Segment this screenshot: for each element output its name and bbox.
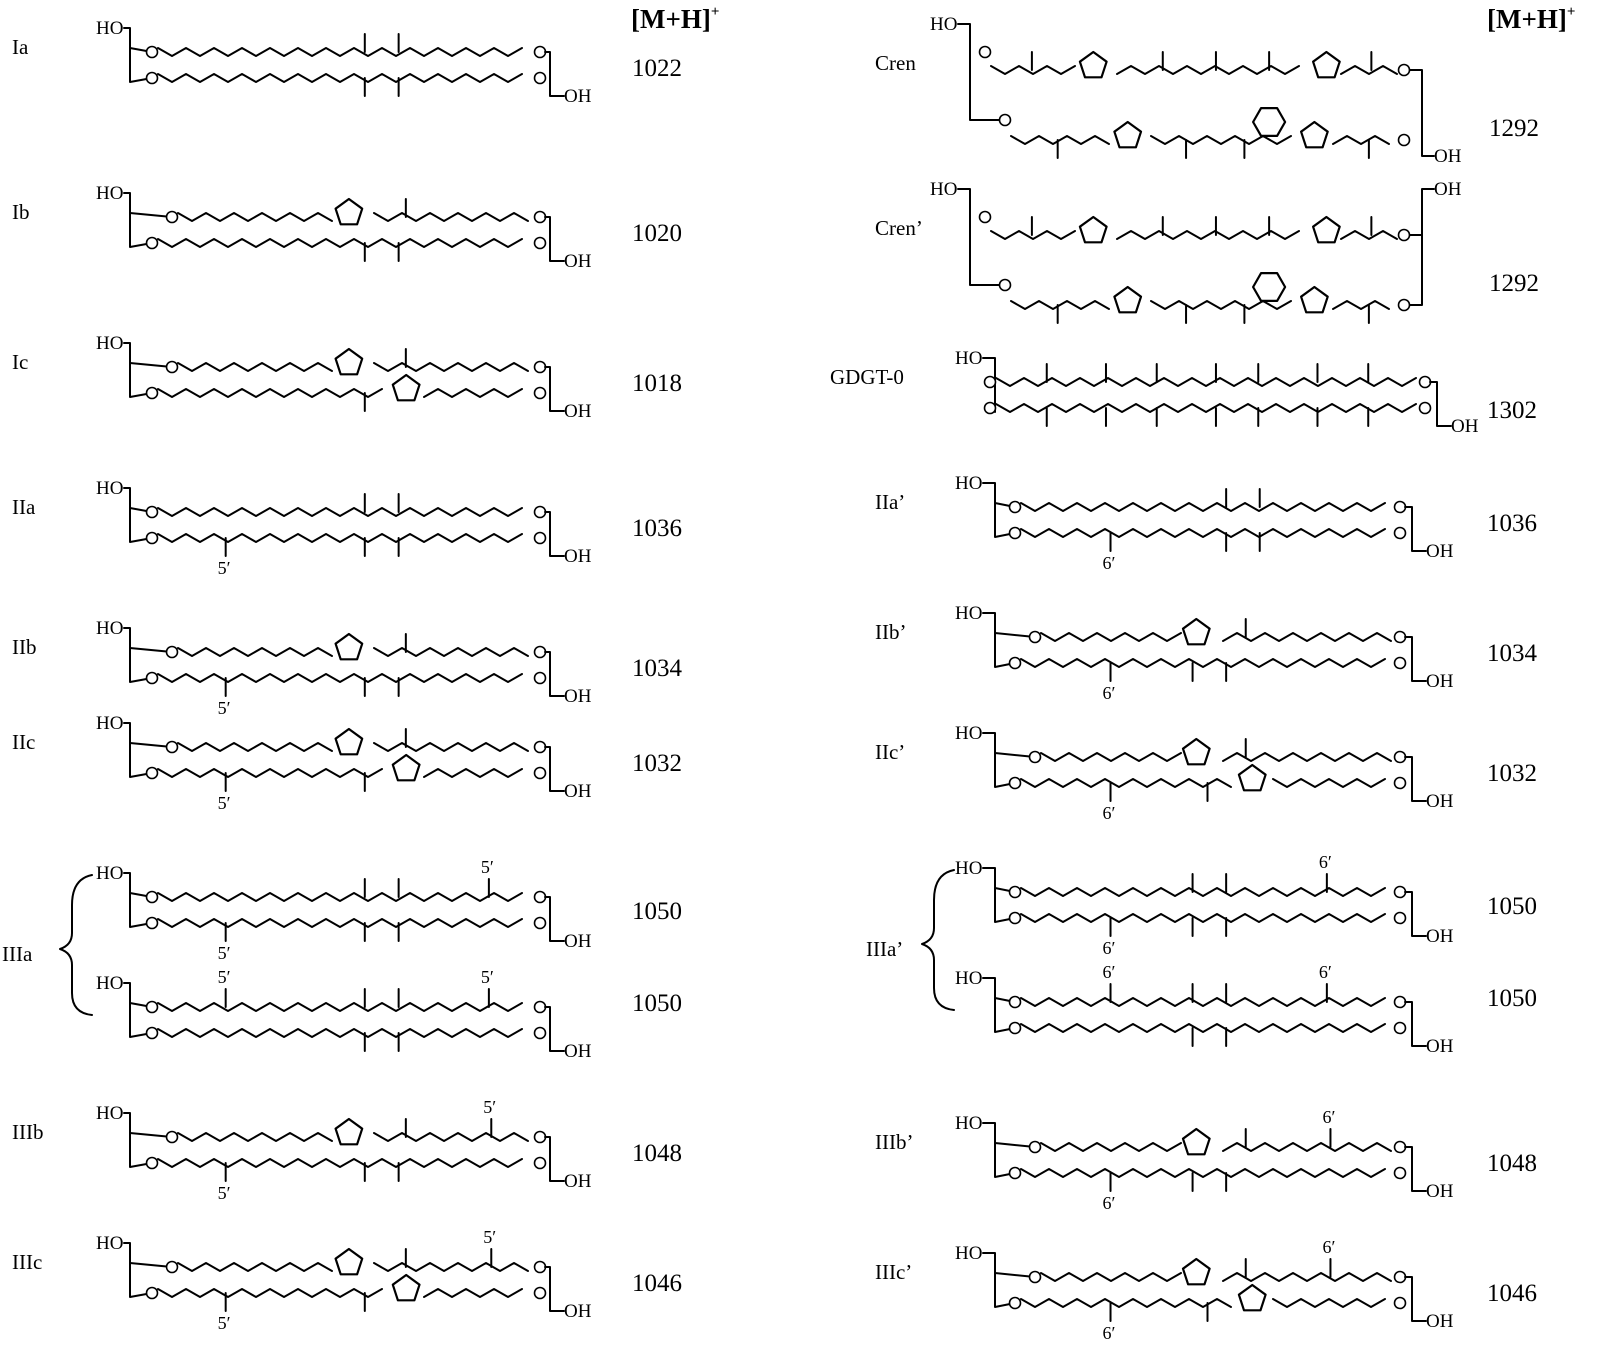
- compound-label: Cren: [875, 51, 916, 75]
- cyclopentane-ring: [336, 1119, 363, 1144]
- ether-oxygen: [1010, 1168, 1021, 1179]
- ether-oxygen: [147, 533, 158, 544]
- ether-oxygen: [535, 1288, 546, 1299]
- mz-value: 1036: [1487, 510, 1537, 537]
- gdgt-structure: [12, 478, 682, 578]
- branch-position-label: 6′: [1102, 1193, 1116, 1213]
- ether-oxygen: [167, 742, 178, 753]
- cyclopentane-ring: [336, 349, 363, 374]
- compound-label: IIIc’: [875, 1260, 913, 1284]
- cyclopentane-ring: [336, 729, 363, 754]
- ether-oxygen: [1395, 1023, 1406, 1034]
- ether-oxygen: [1010, 528, 1021, 539]
- branch-position-label: 6′: [1102, 553, 1116, 573]
- ether-oxygen: [1395, 502, 1406, 513]
- alkyl-chain: [158, 1289, 522, 1297]
- glycerol-backbone-left: [958, 189, 1005, 285]
- alkyl-chain: [158, 508, 522, 516]
- glycerol-backbone-right: [1405, 892, 1426, 936]
- branch-position-label: 6′: [1102, 683, 1116, 703]
- alkyl-chain: [158, 239, 522, 247]
- compound-label: IIIb: [12, 1120, 44, 1144]
- mass-header-right: [M+H]+: [1487, 4, 1576, 34]
- ether-oxygen: [147, 918, 158, 929]
- ether-oxygen: [1010, 1023, 1021, 1034]
- hydroxyl-label: OH: [1426, 1036, 1454, 1057]
- compound-label: Ia: [12, 35, 29, 59]
- gdgt-structure: [866, 852, 1537, 1057]
- branch-position-label: 5′: [480, 857, 494, 877]
- alkyl-chain: [996, 378, 1416, 386]
- ether-oxygen: [535, 1262, 546, 1273]
- ether-oxygen: [535, 768, 546, 779]
- compound-label: IIa’: [875, 490, 906, 514]
- branch-position-label: 5′: [217, 943, 231, 963]
- alkyl-chain: [996, 404, 1416, 412]
- alkyl-chain: [1021, 529, 1385, 537]
- ether-oxygen: [147, 507, 158, 518]
- ether-oxygen: [167, 212, 178, 223]
- glycerol-backbone-right: [545, 1137, 564, 1181]
- gdgt-structure: [12, 18, 682, 107]
- hydroxyl-label: HO: [96, 713, 124, 734]
- mz-value: 1046: [632, 1270, 682, 1297]
- cyclopentane-ring: [1183, 619, 1210, 644]
- alkyl-chain: [158, 48, 522, 56]
- glycerol-backbone-left: [983, 613, 1015, 667]
- mz-value: 1034: [632, 655, 682, 682]
- compound-label: IIc: [12, 730, 36, 754]
- alkyl-chain: [1041, 1143, 1391, 1151]
- glycerol-backbone-left: [983, 1123, 1015, 1177]
- ether-oxygen: [1000, 115, 1011, 126]
- mz-value: 1050: [1487, 985, 1537, 1012]
- alkyl-chain: [158, 74, 522, 82]
- mz-value: 1292: [1489, 270, 1539, 297]
- gdgt-structure: [830, 348, 1537, 437]
- ether-oxygen: [1010, 1298, 1021, 1309]
- alkyl-chain: [158, 534, 522, 542]
- gdgt-structure: [875, 1237, 1537, 1343]
- gdgt-structure: [12, 183, 682, 272]
- structure-list: [2, 14, 1539, 1343]
- mz-value: 1046: [1487, 1280, 1537, 1307]
- alkyl-chain: [158, 1003, 522, 1011]
- cyclopentane-ring: [1183, 1259, 1210, 1284]
- hydroxyl-label: OH: [1426, 541, 1454, 562]
- hydroxyl-label: OH: [1451, 416, 1479, 437]
- cyclopentane-ring: [1313, 52, 1340, 77]
- compound-label: Cren’: [875, 216, 923, 240]
- ether-oxygen: [1395, 778, 1406, 789]
- glycerol-bond: [130, 1133, 172, 1137]
- mz-value: 1032: [1487, 760, 1537, 787]
- glycerol-backbone-right: [1405, 507, 1426, 551]
- ether-oxygen: [535, 1158, 546, 1169]
- ether-oxygen: [1395, 1142, 1406, 1153]
- compound-label: IIc’: [875, 740, 906, 764]
- alkyl-chain: [158, 893, 522, 901]
- alkyl-chain: [158, 1159, 522, 1167]
- mz-value: 1302: [1487, 397, 1537, 424]
- compound-label: GDGT-0: [830, 365, 904, 389]
- mz-value: 1036: [632, 515, 682, 542]
- mz-value: 1050: [632, 898, 682, 925]
- compound-label: IIb: [12, 635, 37, 659]
- compound-label: IIIa’: [866, 937, 904, 961]
- hydroxyl-label: HO: [955, 723, 983, 744]
- hydroxyl-label: OH: [1426, 1311, 1454, 1332]
- ether-oxygen: [535, 533, 546, 544]
- ether-oxygen: [1395, 752, 1406, 763]
- hydroxyl-label: OH: [564, 781, 592, 802]
- ether-oxygen: [147, 1288, 158, 1299]
- hydroxyl-label: HO: [96, 478, 124, 499]
- mz-value: 1050: [1487, 893, 1537, 920]
- cyclopentane-ring: [1313, 217, 1340, 242]
- branch-position-label: 5′: [217, 967, 231, 987]
- glycerol-backbone-right: [545, 52, 564, 96]
- glycerol-backbone-right: [1410, 189, 1434, 305]
- gdgt-structure: [12, 1227, 682, 1333]
- ether-oxygen: [535, 73, 546, 84]
- ether-oxygen: [147, 73, 158, 84]
- branch-position-label: 5′: [483, 1227, 497, 1247]
- ether-oxygen: [1399, 230, 1410, 241]
- gdgt-structure: [12, 333, 682, 422]
- glycerol-backbone-left: [983, 1253, 1015, 1307]
- alkyl-chain: [1021, 888, 1385, 896]
- ether-oxygen: [1395, 1272, 1406, 1283]
- ether-oxygen: [535, 362, 546, 373]
- gdgt-structure: [875, 723, 1537, 823]
- ether-oxygen: [147, 238, 158, 249]
- hydroxyl-label: HO: [955, 1113, 983, 1134]
- ether-oxygen: [980, 212, 991, 223]
- ether-oxygen: [147, 673, 158, 684]
- ether-oxygen: [535, 1028, 546, 1039]
- cyclohexane-ring: [1253, 273, 1285, 301]
- gdgt-structure: [12, 1097, 682, 1203]
- alkyl-chain: [1021, 914, 1385, 922]
- mz-value: 1292: [1489, 115, 1539, 142]
- ether-oxygen: [535, 892, 546, 903]
- compound-label: IIb’: [875, 620, 907, 644]
- hydroxyl-label: OH: [1426, 1181, 1454, 1202]
- glycerol-backbone-right: [545, 1007, 564, 1051]
- hydroxyl-label: OH: [564, 686, 592, 707]
- gdgt-structure: [875, 1107, 1537, 1213]
- mz-value: 1020: [632, 220, 682, 247]
- hydroxyl-label: OH: [1426, 926, 1454, 947]
- cyclopentane-ring: [393, 755, 420, 780]
- ether-oxygen: [1395, 1298, 1406, 1309]
- gdgt-structure: [875, 14, 1539, 167]
- ether-oxygen: [1010, 778, 1021, 789]
- ether-oxygen: [1395, 913, 1406, 924]
- cyclopentane-ring: [336, 1249, 363, 1274]
- mz-value: 1050: [632, 990, 682, 1017]
- mz-value: 1022: [632, 55, 682, 82]
- cyclopentane-ring: [393, 1275, 420, 1300]
- hydroxyl-label: HO: [955, 968, 983, 989]
- hydroxyl-label: HO: [96, 863, 124, 884]
- glycerol-backbone-right: [1405, 1147, 1426, 1191]
- glycerol-backbone-right: [545, 1267, 564, 1311]
- alkyl-chain: [1021, 1024, 1385, 1032]
- compound-label: IIa: [12, 495, 36, 519]
- alkyl-chain: [1041, 1273, 1391, 1281]
- hydroxyl-label: HO: [955, 1243, 983, 1264]
- branch-position-label: 6′: [1102, 1323, 1116, 1343]
- glycerol-backbone-right: [1405, 1002, 1426, 1046]
- alkyl-chain: [158, 674, 522, 682]
- ether-oxygen: [535, 1132, 546, 1143]
- mz-value: 1048: [1487, 1150, 1537, 1177]
- alkyl-chain: [1011, 136, 1389, 144]
- gdgt-structure: [2, 857, 682, 1062]
- mz-value: 1018: [632, 370, 682, 397]
- cyclopentane-ring: [1080, 217, 1107, 242]
- ether-oxygen: [1420, 403, 1431, 414]
- gdgt-structure: [12, 618, 683, 718]
- hydroxyl-label: HO: [930, 14, 958, 35]
- mass-header-left: [M+H]+: [631, 4, 720, 34]
- branch-position-label: 6′: [1102, 803, 1116, 823]
- glycerol-backbone-right: [545, 512, 564, 556]
- hydroxyl-label: HO: [96, 618, 124, 639]
- glycerol-bond: [130, 1263, 172, 1267]
- compound-label: Ib: [12, 200, 30, 224]
- cyclopentane-ring: [336, 634, 363, 659]
- ether-oxygen: [535, 742, 546, 753]
- cyclohexane-ring: [1253, 108, 1285, 136]
- glycerol-backbone-right: [545, 217, 564, 261]
- branch-position-label: 5′: [217, 698, 231, 718]
- ether-oxygen: [147, 1002, 158, 1013]
- branch-position-label: 5′: [217, 793, 231, 813]
- cyclopentane-ring: [1239, 765, 1266, 790]
- ether-oxygen: [1000, 280, 1011, 291]
- mz-value: 1048: [632, 1140, 682, 1167]
- isomer-brace: [60, 875, 92, 1015]
- ether-oxygen: [535, 238, 546, 249]
- mz-value: 1034: [1487, 640, 1537, 667]
- hydroxyl-label: OH: [564, 1301, 592, 1322]
- hydroxyl-label: OH: [564, 931, 592, 952]
- cyclopentane-ring: [1301, 122, 1328, 147]
- alkyl-chain: [1021, 998, 1385, 1006]
- gdgt-structure: [875, 473, 1537, 573]
- branch-position-label: 5′: [217, 1183, 231, 1203]
- cyclopentane-ring: [1183, 739, 1210, 764]
- ether-oxygen: [1030, 752, 1041, 763]
- cyclopentane-ring: [1301, 287, 1328, 312]
- ether-oxygen: [147, 47, 158, 58]
- hydroxyl-label: OH: [1426, 791, 1454, 812]
- compound-label: IIIb’: [875, 1130, 914, 1154]
- glycerol-backbone-right: [1410, 70, 1434, 156]
- cyclopentane-ring: [1183, 1129, 1210, 1154]
- gdgt-structure: [12, 713, 682, 813]
- cyclopentane-ring: [1239, 1285, 1266, 1310]
- hydroxyl-label: OH: [1434, 146, 1462, 167]
- branch-position-label: 6′: [1318, 852, 1332, 872]
- ether-oxygen: [1030, 1272, 1041, 1283]
- ether-oxygen: [985, 403, 996, 414]
- branch-position-label: 6′: [1102, 938, 1116, 958]
- ether-oxygen: [1395, 1168, 1406, 1179]
- alkyl-chain: [158, 919, 522, 927]
- ether-oxygen: [1395, 658, 1406, 669]
- hydroxyl-label: HO: [96, 1233, 124, 1254]
- ether-oxygen: [147, 388, 158, 399]
- hydroxyl-label: HO: [955, 348, 983, 369]
- ether-oxygen: [147, 1028, 158, 1039]
- alkyl-chain: [1041, 633, 1391, 641]
- branch-position-label: 6′: [1322, 1237, 1336, 1257]
- alkyl-chain: [1021, 779, 1385, 787]
- glycerol-backbone-right: [545, 897, 564, 941]
- ether-oxygen: [535, 647, 546, 658]
- hydroxyl-label: HO: [955, 473, 983, 494]
- alkyl-chain: [158, 389, 522, 397]
- ether-oxygen: [535, 918, 546, 929]
- glycerol-backbone-right: [1405, 1277, 1426, 1321]
- ether-oxygen: [980, 47, 991, 58]
- alkyl-chain: [158, 1029, 522, 1037]
- alkyl-chain: [1021, 1169, 1385, 1177]
- hydroxyl-label: HO: [96, 973, 124, 994]
- mz-value: 1032: [632, 750, 682, 777]
- compound-label: Ic: [12, 350, 29, 374]
- cyclopentane-ring: [1080, 52, 1107, 77]
- hydroxyl-label: OH: [564, 1171, 592, 1192]
- hydroxyl-label: HO: [96, 333, 124, 354]
- ether-oxygen: [1010, 658, 1021, 669]
- hydroxyl-label: HO: [96, 18, 124, 39]
- cyclopentane-ring: [393, 375, 420, 400]
- ether-oxygen: [1395, 997, 1406, 1008]
- ether-oxygen: [535, 388, 546, 399]
- hydroxyl-label: OH: [564, 251, 592, 272]
- branch-position-label: 6′: [1322, 1107, 1336, 1127]
- alkyl-chain: [1021, 1299, 1385, 1307]
- ether-oxygen: [147, 892, 158, 903]
- hydroxyl-label: OH: [1434, 179, 1462, 200]
- hydroxyl-label: OH: [564, 86, 592, 107]
- glycerol-backbone-left: [983, 733, 1015, 787]
- glycerol-bond: [130, 648, 172, 652]
- ether-oxygen: [1010, 913, 1021, 924]
- hydroxyl-label: HO: [96, 1103, 124, 1124]
- ether-oxygen: [167, 362, 178, 373]
- alkyl-chain: [1011, 301, 1389, 309]
- ether-oxygen: [167, 1262, 178, 1273]
- branch-position-label: 5′: [483, 1097, 497, 1117]
- ether-oxygen: [1399, 300, 1410, 311]
- glycerol-bond: [130, 743, 172, 747]
- glycerol-bond: [130, 213, 172, 217]
- ether-oxygen: [535, 673, 546, 684]
- cyclopentane-ring: [1114, 287, 1141, 312]
- glycerol-backbone-right: [1430, 382, 1451, 426]
- hydroxyl-label: OH: [564, 1041, 592, 1062]
- gdgt-structure: [875, 603, 1538, 703]
- branch-position-label: 5′: [217, 1313, 231, 1333]
- branch-position-label: 6′: [1318, 962, 1332, 982]
- compound-label: IIIa: [2, 942, 33, 966]
- ether-oxygen: [535, 47, 546, 58]
- ether-oxygen: [147, 768, 158, 779]
- ether-oxygen: [1395, 887, 1406, 898]
- hydroxyl-label: HO: [930, 179, 958, 200]
- hydroxyl-label: HO: [96, 183, 124, 204]
- glycerol-backbone-right: [1405, 757, 1426, 801]
- ether-oxygen: [167, 647, 178, 658]
- cyclopentane-ring: [1114, 122, 1141, 147]
- glycerol-bond: [130, 363, 172, 367]
- cyclopentane-ring: [336, 199, 363, 224]
- glycerol-backbone-right: [545, 652, 564, 696]
- ether-oxygen: [985, 377, 996, 388]
- ether-oxygen: [1420, 377, 1431, 388]
- ether-oxygen: [1010, 502, 1021, 513]
- ether-oxygen: [1030, 1142, 1041, 1153]
- hydroxyl-label: OH: [564, 546, 592, 567]
- ether-oxygen: [1010, 997, 1021, 1008]
- ether-oxygen: [1399, 135, 1410, 146]
- ether-oxygen: [1395, 632, 1406, 643]
- glycerol-backbone-right: [1405, 637, 1426, 681]
- alkyl-chain: [1021, 659, 1385, 667]
- branch-position-label: 6′: [1102, 962, 1116, 982]
- ether-oxygen: [535, 1002, 546, 1013]
- ether-oxygen: [167, 1132, 178, 1143]
- ether-oxygen: [1010, 887, 1021, 898]
- ether-oxygen: [535, 212, 546, 223]
- ether-oxygen: [1030, 632, 1041, 643]
- compound-label: IIIc: [12, 1250, 43, 1274]
- glycerol-backbone-left: [958, 24, 1005, 120]
- alkyl-chain: [1041, 753, 1391, 761]
- hydroxyl-label: OH: [564, 401, 592, 422]
- alkyl-chain: [1021, 503, 1385, 511]
- branch-position-label: 5′: [217, 558, 231, 578]
- hydroxyl-label: HO: [955, 858, 983, 879]
- hydroxyl-label: OH: [1426, 671, 1454, 692]
- ether-oxygen: [1395, 528, 1406, 539]
- gdgt-structure: [875, 179, 1539, 323]
- alkyl-chain: [158, 769, 522, 777]
- glycerol-backbone-right: [545, 747, 564, 791]
- glycerol-backbone-right: [545, 367, 564, 411]
- hydroxyl-label: HO: [955, 603, 983, 624]
- ether-oxygen: [1399, 65, 1410, 76]
- branch-position-label: 5′: [480, 967, 494, 987]
- ether-oxygen: [535, 507, 546, 518]
- ether-oxygen: [147, 1158, 158, 1169]
- isomer-brace: [922, 870, 954, 1010]
